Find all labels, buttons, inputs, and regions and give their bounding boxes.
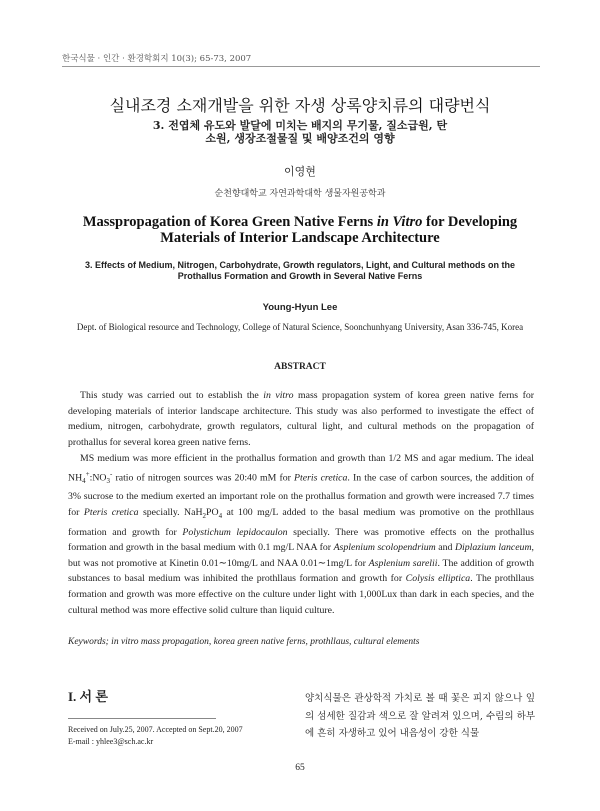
korean-affiliation: 순천향대학교 자연과학대학 생물자원공학과 xyxy=(214,189,386,199)
english-author: Young-Hyun Lee xyxy=(262,302,338,313)
korean-title: 실내조경 소재개발을 위한 자생 상록양치류의 대량번식 xyxy=(109,96,491,115)
english-title-italic: in Vitro xyxy=(376,214,423,230)
header-rule xyxy=(62,66,540,67)
page-number: 65 xyxy=(295,763,305,773)
english-title-part2: for Developing Materials of Interior Landscape Architecture xyxy=(160,214,518,246)
section-heading: I. 서 론 xyxy=(68,689,108,704)
footnote-email: E-mail : yhlee3@sch.ac.kr xyxy=(68,737,154,746)
english-title-part1: Masspropagation of Korea Green Native Ferns xyxy=(82,214,374,230)
abstract-paragraph-2: MS medium was more efficient in the prothallus formation and growth than 1/2 MS and agar medium. The ideal $NH_4^+:NO_3^-$ ratio of nitrogen sources was 20:40 mM for Pteris cretica. In the case of carbon sources, the addition of 3% sucrose to the medium exerted an important role on the prothallus formation and growth were increased 7.7 times for Pteris cretica specially. $NaH_2PO_4$ at 100 mg/L added to the basal medium was promotive on the prothllaus formation and growth for Polystichum lepidocaulon specially. There was promotive effects on the prothallus formation and growth in the basal medium with 0.1 mg/L NAA for Asplenium scolopendrium and Diplazium lanceum, but was not promotive at Kinetin 0.01∼10mg/L and NAA 0.01∼1mg/L for Asplenium sarelii. The addition of growth substances to basal medium was inhibited the prothllaus formation and growth for Colysis elliptica. The prothllaus formation and growth was more effective on the culture under light with 1,000Lux than dark in each species, and the cultural method was more effective solid culture than liquid culture. xyxy=(68,453,535,616)
abstract-heading: ABSTRACT xyxy=(274,362,326,372)
abstract-paragraph-1: This study was carried out to establish the in vitro mass propagation system of korea green native ferns for developing materials of interior landscape architecture. This study was also performed to investigate the effect of medium, nitrogen, carbohydrate, growth regulators, cultural light, and cultural methods on the propagation of prothallus for several korea green native ferns. xyxy=(68,390,534,448)
footnote-received: Received on July.25, 2007. Accepted on Sept.20, 2007 xyxy=(68,725,243,734)
korean-body-text: 양치식물은 관상학적 가치로 볼 때 꽃은 피지 않으나 잎의 섬세한 질감과 색으로 잘 알려져 있으며, 수림의 하부에 흔히 자생하고 있어 내음성이 강한 식물 xyxy=(305,693,535,739)
english-affiliation: Dept. of Biological resource and Technology, College of Natural Science, Soonchunhyang University, Asan 336-745, Korea xyxy=(76,322,524,332)
keywords: Keywords; in vitro mass propagation, korea green native ferns, prothllaus, cultural elements xyxy=(68,637,420,647)
english-title xyxy=(60,214,540,246)
english-subtitle: 3. Effects of Medium, Nitrogen, Carbohydrate, Growth regulators, Light, and Cultural methods on the Prothallus Formation and Growth in Several Native Ferns xyxy=(84,260,516,281)
journal-header: 한국식물 · 인간 · 환경학회지 10(3); 65-73, 2007 xyxy=(62,54,252,64)
korean-author: 이영현 xyxy=(284,165,316,178)
footnote-rule xyxy=(68,718,216,719)
footnote xyxy=(68,724,243,748)
korean-subtitle: 3. 전엽체 유도와 발달에 미치는 배지의 무기물, 질소급원, 탄소원, 생장조절물질 및 배양조건의 영향 xyxy=(152,119,448,145)
